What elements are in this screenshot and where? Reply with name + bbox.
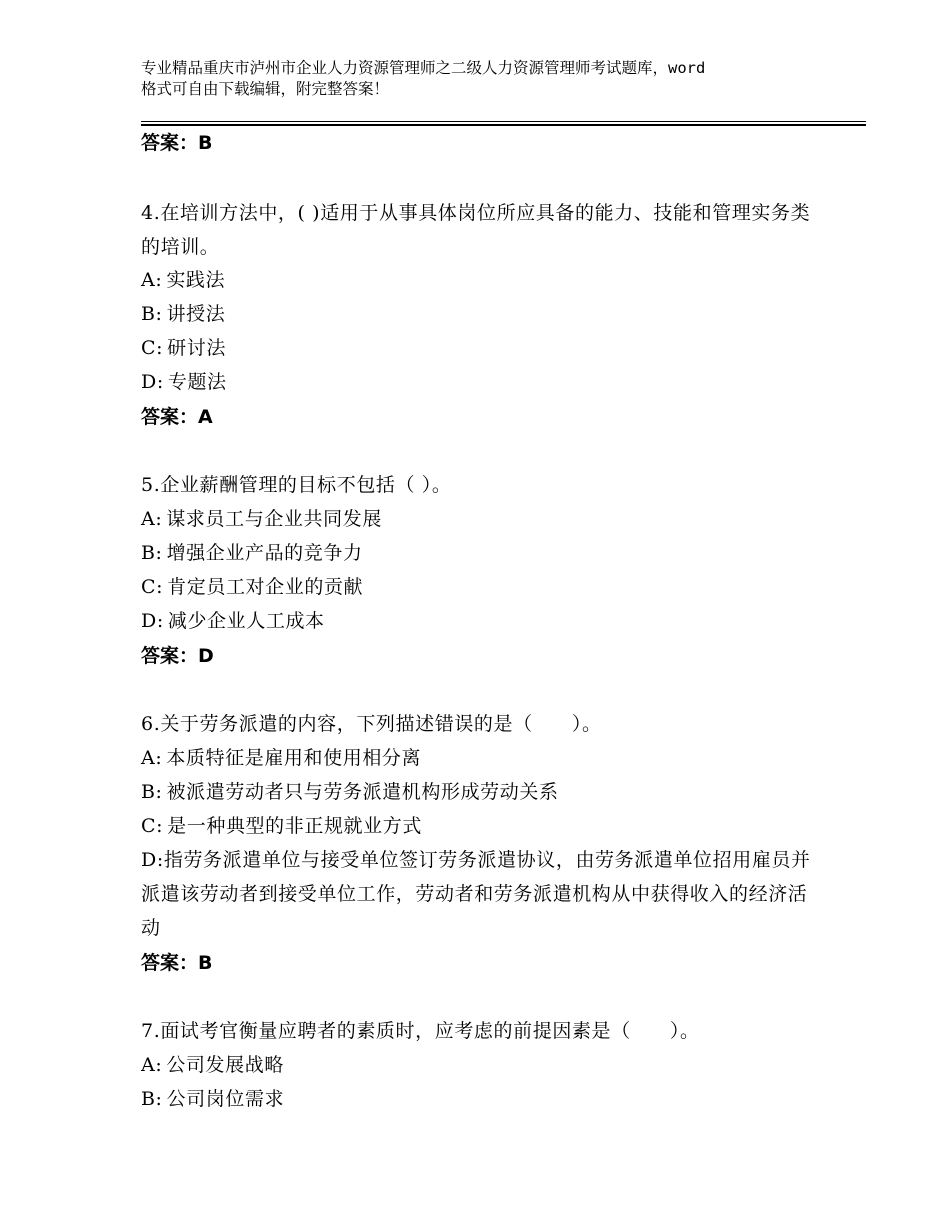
question-7-option-a bbox=[141, 1053, 284, 1077]
option-tag: B: bbox=[141, 1088, 163, 1110]
option-text: 专题法 bbox=[167, 371, 227, 393]
option-tag: D: bbox=[141, 849, 164, 871]
option-text: 增强企业产品的竞争力 bbox=[166, 542, 363, 564]
option-tag: B: bbox=[141, 303, 163, 325]
option-tag: C: bbox=[141, 576, 164, 598]
option-tag: B: bbox=[141, 781, 163, 803]
question-6-answer: 答案：B bbox=[141, 952, 213, 974]
option-text: 是一种典型的非正规就业方式 bbox=[167, 815, 422, 837]
question-4-stem: 4.在培训方法中，( )适用于从事具体岗位所应具备的能力、技能和管理实务类的培训。 bbox=[141, 202, 811, 258]
header-divider-thick bbox=[141, 124, 866, 126]
option-text: 讲授法 bbox=[166, 303, 226, 325]
question-6-option-d bbox=[141, 843, 811, 945]
option-text: 实践法 bbox=[166, 269, 226, 291]
option-tag: A: bbox=[141, 269, 163, 291]
option-text: 公司发展战略 bbox=[166, 1054, 284, 1076]
question-6-option-a bbox=[141, 746, 421, 770]
question-5-stem: 5.企业薪酬管理的目标不包括（ ）。 bbox=[141, 474, 452, 496]
question-4-option-a bbox=[141, 268, 225, 292]
question-4-option-c bbox=[141, 336, 226, 360]
header-line-1: 专业精品重庆市泸州市企业人力资源管理师之二级人力资源管理师考试题库，word bbox=[141, 59, 706, 77]
option-text: 指劳务派遣单位与接受单位签订劳务派遣协议，由劳务派遣单位招用雇员并派遣该劳动者到接受单位工作，劳动者和劳务派遣机构从中获得收入的经济活动 bbox=[141, 849, 811, 939]
question-5-option-b bbox=[141, 541, 363, 565]
option-text: 谋求员工与企业共同发展 bbox=[166, 508, 382, 530]
option-text: 本质特征是雇用和使用相分离 bbox=[166, 747, 422, 769]
question-6-option-c bbox=[141, 814, 422, 838]
answer-previous: 答案：B bbox=[141, 132, 213, 154]
option-tag: A: bbox=[141, 1054, 163, 1076]
document-header bbox=[141, 58, 831, 100]
question-4-option-b bbox=[141, 302, 225, 326]
question-6-stem: 6.关于劳务派遣的内容，下列描述错误的是（ ）。 bbox=[141, 713, 602, 735]
question-4-answer: 答案：A bbox=[141, 406, 213, 428]
option-tag: A: bbox=[141, 747, 163, 769]
option-text: 研讨法 bbox=[167, 337, 226, 359]
question-5-option-c bbox=[141, 575, 363, 599]
question-7-option-b bbox=[141, 1087, 284, 1111]
option-tag: A: bbox=[141, 508, 163, 530]
header-divider-thin bbox=[141, 121, 866, 122]
option-tag: C: bbox=[141, 337, 164, 359]
question-4-option-d bbox=[141, 370, 227, 394]
option-tag: C: bbox=[141, 815, 164, 837]
option-text: 减少企业人工成本 bbox=[167, 610, 325, 632]
option-tag: B: bbox=[141, 542, 163, 564]
question-6-option-b bbox=[141, 780, 559, 804]
question-5-option-a bbox=[141, 507, 382, 531]
option-text: 公司岗位需求 bbox=[166, 1088, 285, 1110]
header-line-2: 格式可自由下载编辑，附完整答案！ bbox=[141, 80, 390, 98]
option-tag: D: bbox=[141, 371, 164, 393]
option-tag: D: bbox=[141, 610, 164, 632]
option-text: 被派遣劳动者只与劳务派遣机构形成劳动关系 bbox=[166, 781, 559, 803]
question-5-option-d bbox=[141, 609, 325, 633]
question-7-stem: 7.面试考官衡量应聘者的素质时，应考虑的前提因素是（ ）。 bbox=[141, 1020, 700, 1042]
question-5-answer: 答案：D bbox=[141, 645, 214, 667]
option-text: 肯定员工对企业的贡献 bbox=[167, 576, 364, 598]
